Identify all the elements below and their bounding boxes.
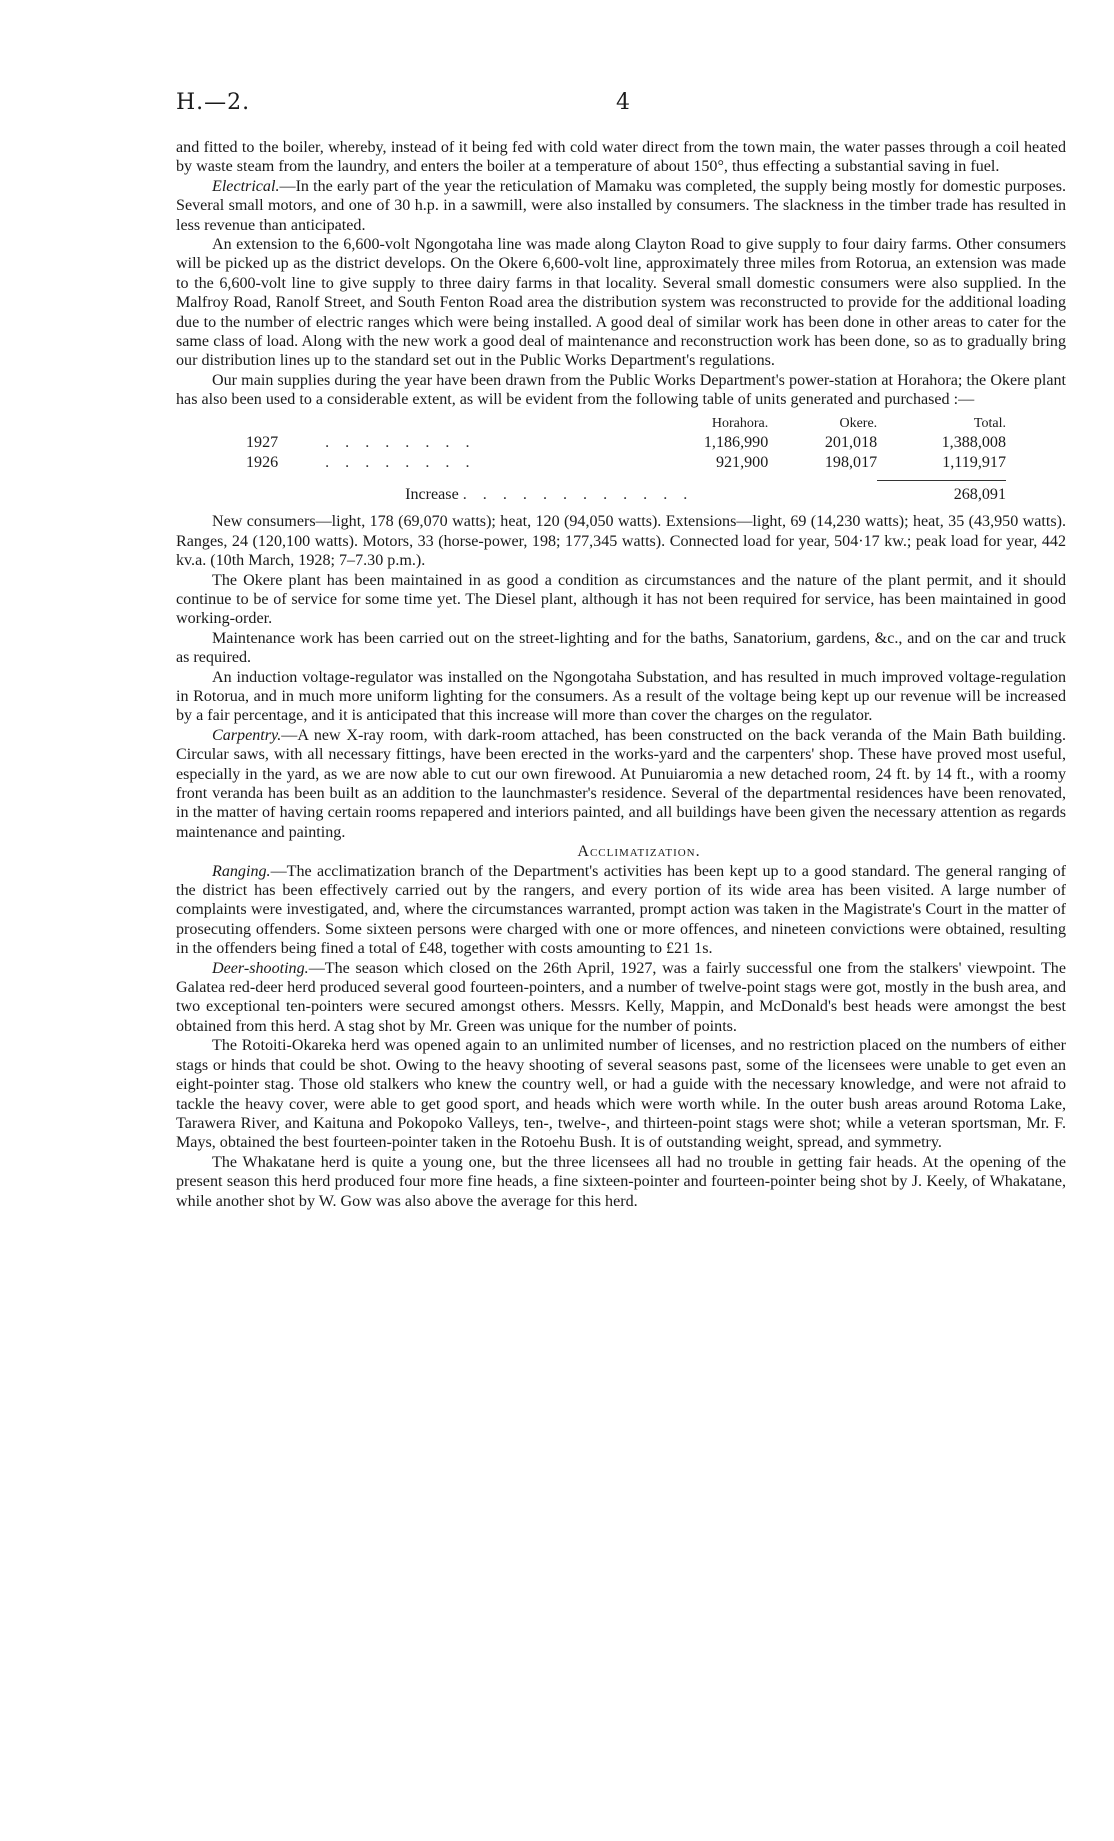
cell-horahora: 921,900 [715,453,769,471]
paragraph: An induction voltage-regulator was installed on the Ngongotaha Substation, and has resulted in much improved voltage-regulation in Rotorua, and in much more uniform lighting for the consumers. As a result of the voltage being kept up our revenue will be increased by a fair percentage, and it is anticipated that this increase will more than cover the charges on the regulator. [176,668,1066,725]
column-header-okere: Okere. [839,415,878,431]
table-row [246,453,1006,472]
document-body [176,138,1066,1211]
paragraph-carpentry: Carpentry.—A new X-ray room, with dark-room attached, has been constructed on the back veranda of the Main Bath building. Circular saws, with all necessary fittings, have been erected in the works-yard and the carpenters' shop. These have proved most useful, especially in the yard, as we are now able to cut our own firewood. At Punuiaromia a new detached room, 24 ft. by 14 ft., with a roomy front veranda has been built as an addition to the launchmaster's residence. Several of the departmental residences have been renovated, in the matter of having certain rooms repapered and interiors painted, and all buildings have been given the necessary attention as regards maintenance and painting. [176,726,1066,841]
document-code: H.—2. [176,90,251,115]
section-heading: Acclimatization. [577,843,701,861]
paragraph-deer-shooting: Deer-shooting.—The season which closed on the 26th April, 1927, was a fairly successful one from the stalkers' viewpoint. The Galatea red-deer herd produced several good fourteen-pointers, and a number of twelve-point stags were got, mostly in the bush area, and two exceptional ten-pointers were secured amongst others. Messrs. Kelly, Mappin, and McDonald's best heads were amongst the best obtained from this herd. A stag shot by Mr. Green was unique for the number of points. [176,959,1066,1035]
leader-dots: . . . . . . . . . . . . [462,485,694,503]
increase-label: Increase [405,485,459,503]
increase-value: 268,091 [953,485,1006,503]
paragraph: Maintenance work has been carried out on the street-lighting and for the baths, Sanatorium, gardens, &c., and on the car and truck as required. [176,629,1066,667]
paragraph-lead: Carpentry. [212,726,282,744]
paragraph: The Rotoiti-Okareka herd was opened again to an unlimited number of licenses, and no restriction placed on the numbers of either stags or hinds that could be shot. Owing to the heavy shooting of several seasons past, some of the licensees were unable to get even an eight-pointer stag. Those old stalkers who knew the country well, or had a guide with the necessary knowledge, and were not afraid to tackle the heavy cover, were able to get good sport, and heads which were worth while. In the outer bush areas around Rotoma Lake, Tarawera River, and Kaituna and Pokopoko Valleys, ten-, twelve-, and thirteen-point stags were shot; while a veteran sportsman, Mr. F. Mays, obtained the best fourteen-pointer taken in the Rotoehu Bush. It is of outstanding weight, spread, and symmetry. [176,1037,1066,1152]
leader-dots: . . . . . . . . [325,453,476,471]
paragraph-electrical: Electrical.—In the early part of the year the reticulation of Mamaku was completed, the supply being mostly for domestic purposes. Several small motors, and one of 30 h.p. in a sawmill, were also installed by consumers. The slackness in the timber trade has resulted in less revenue than anticipated. [176,177,1066,234]
row-year: 1927 [246,434,279,452]
paragraph: The Okere plant has been maintained in as good a condition as circumstances and the nature of the plant permit, and it should continue to be of service for some time yet. The Diesel plant, although it has not been required for service, has been maintained in good working-order. [176,571,1066,628]
paragraph: The Whakatane herd is quite a young one, but the three licensees all had no trouble in getting fair heads. At the opening of the present season this herd produced four more fine heads, a fine sixteen-pointer and fourteen-pointer being shot by J. Keely, of Whakatane, while another shot by W. Gow was also above the average for this herd. [176,1153,1066,1210]
paragraph: An extension to the 6,600-volt Ngongotaha line was made along Clayton Road to give supply to four dairy farms. Other consumers will be picked up as the district develops. On the Okere 6,600-volt line, approximately three miles from Rotorua, an extension was made to the 6,600-volt line to give supply to three dairy farms in that locality. Several small domestic consumers were also supplied. In the Malfroy Road, Ranolf Street, and South Fenton Road area the distribution system was reconstructed to provide for the additional loading due to the number of electric ranges which were being installed. A good deal of similar work has been done in other areas to cater for the same class of load. Along with the new work a good deal of maintenance and reconstruction work has been done, so as to gradually bring our distribution lines up to the standard set out in the Public Works Department's regulations. [176,236,1066,370]
table-rule [246,472,1006,481]
page-header [176,90,1066,120]
paragraph-lead: Deer-shooting. [212,959,309,977]
paragraph-ranging: Ranging.—The acclimatization branch of the Department's activities has been kept up to a good standard. The general ranging of the district has been effectively carried out by the rangers, and every portion of its wide area has been visited. A large number of complaints were investigated, and, where the circumstances warranted, prompt action was taken in the Magistrate's Court in the matter of prosecuting offenders. Some sixteen persons were charged with one or more offences, and nineteen convictions were obtained, resulting in the offenders being fined a total of £48, together with costs amounting to £21 1s. [176,862,1066,958]
paragraph-lead: Ranging. [212,862,271,880]
cell-total: 1,119,917 [942,453,1006,471]
units-table [246,414,1006,505]
table-row [246,433,1006,452]
page-number: 4 [616,90,630,115]
paragraph: and fitted to the boiler, whereby, instead of it being fed with cold water direct from the town main, the water passes through a coil heated by waste steam from the laundry, and enters the boiler at a temperature of about 150°, thus effecting a substantial saving in fuel. [176,139,1066,176]
column-header-horahora: Horahora. [711,415,769,431]
leader-dots: . . . . . . . . [325,434,476,452]
cell-total: 1,388,008 [941,434,1006,452]
paragraph-lead: Electrical. [212,177,280,195]
column-header-total: Total. [973,415,1006,431]
cell-okere: 198,017 [824,453,878,471]
paragraph: New consumers—light, 178 (69,070 watts); heat, 120 (94,050 watts). Extensions—light, 69 (14,230 watts); heat, 35 (43,950 watts). Ranges, 24 (120,100 watts). Motors, 33 (horse-power, 198; 177,345 watts). Connected load for year, 504·17 kw.; peak load for year, 442 kv.a. (10th March, 1928; 7–7.30 p.m.). [176,513,1066,570]
row-year: 1926 [246,453,279,471]
table-increase-row [246,480,1006,504]
cell-okere: 201,018 [824,434,878,452]
table-header-row [246,414,1006,433]
paragraph: Our main supplies during the year have been drawn from the Public Works Department's power-station at Horahora; the Okere plant has also been used to a considerable extent, as will be evident from the following table of units generated and purchased :— [176,371,1066,409]
cell-horahora: 1,186,990 [703,434,769,452]
